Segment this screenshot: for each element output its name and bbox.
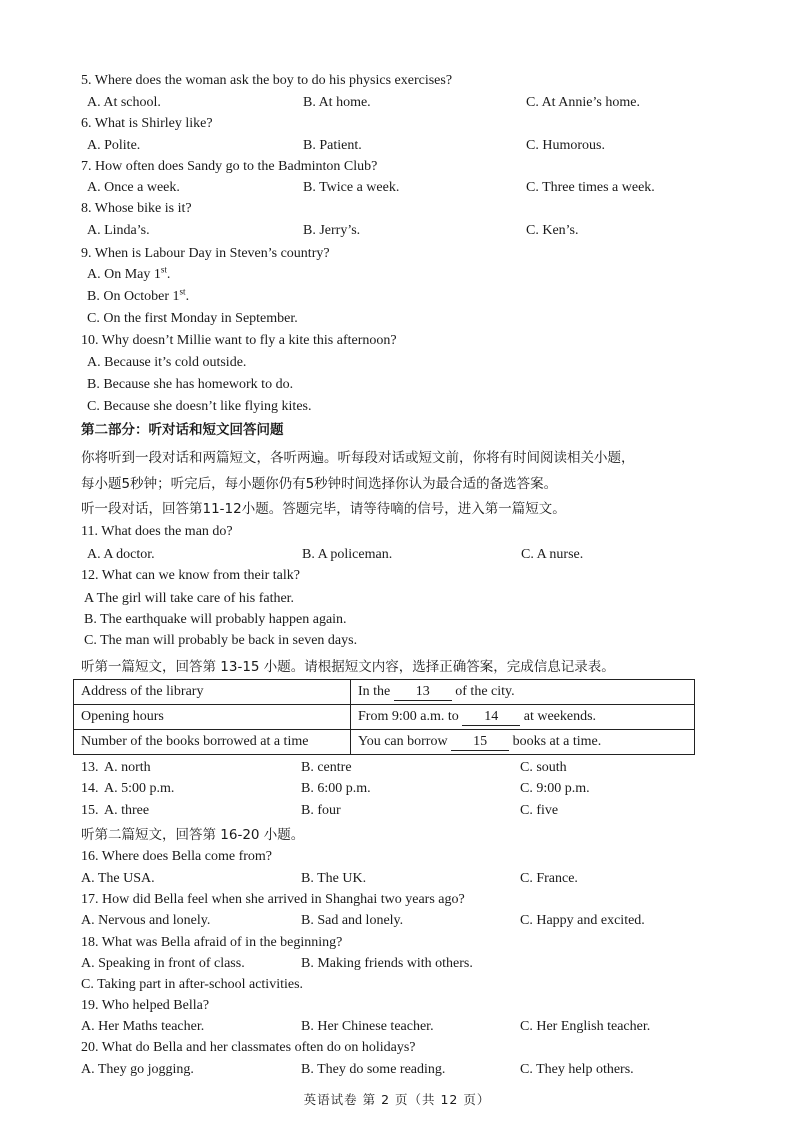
question-10-stem: 10. Why doesn’t Millie want to fly a kite this afternoon? [81,333,397,348]
q16-option-c: C. France. [520,871,578,886]
table-row [74,730,695,755]
question-20-stem: 20. What do Bella and her classmates often do on holidays? [81,1040,416,1055]
table-row [74,705,695,730]
q10-option-b: B. Because she has homework to do. [87,377,294,392]
q15-number: 15. [81,803,99,818]
q20-option-a: A. They go jogging. [81,1062,194,1077]
q14-option-a: A. 5:00 p.m. [104,781,175,796]
q9-option-c: C. On the first Monday in September. [87,311,298,326]
question-18-stem: 18. What was Bella afraid of in the beginning? [81,935,343,950]
question-8-stem: 8. Whose bike is it? [81,201,192,216]
q12-option-a: A The girl will take care of his father. [84,591,295,606]
q9-option-b: B. On October 1st. [87,286,190,304]
table-label-cell: Opening hours [74,705,351,730]
q5-option-a: A. At school. [87,95,161,110]
q5-option-c: C. At Annie’s home. [526,95,640,110]
page-footer: 英语试卷 第 2 页（共 12 页） [303,1092,491,1107]
section-2-intro-line2: 每小题5秒钟；听完后，每小题你仍有5秒钟时间选择你认为最合适的备选答案。 [81,476,558,492]
q8-option-b: B. Jerry’s. [303,223,361,238]
library-info-table [73,679,695,755]
question-6-stem: 6. What is Shirley like? [81,116,213,131]
q15-option-c: C. five [520,803,559,818]
q17-option-b: B. Sad and lonely. [301,913,404,928]
q8-option-c: C. Ken’s. [526,223,579,238]
question-11-stem: 11. What does the man do? [81,524,233,539]
table-label-cell: Number of the books borrowed at a time [74,730,351,755]
q14-option-c: C. 9:00 p.m. [520,781,590,796]
q7-option-b: B. Twice a week. [303,180,400,195]
q12-option-b: B. The earthquake will probably happen again. [84,612,347,627]
q7-option-a: A. Once a week. [87,180,180,195]
table-row [74,680,695,705]
answer-blank-13: 13 [394,684,452,701]
q17-option-c: C. Happy and excited. [520,913,645,928]
q10-option-a: A. Because it’s cold outside. [87,355,247,370]
table-value-cell: In the 13 of the city. [351,680,695,705]
question-19-stem: 19. Who helped Bella? [81,998,210,1013]
dialogue-instruction: 听一段对话，回答第11-12小题。答题完毕，请等待嘀的信号，进入第一篇短文。 [81,501,566,517]
q18-option-a: A. Speaking in front of class. [81,956,245,971]
q6-option-c: C. Humorous. [526,138,605,153]
q19-option-c: C. Her English teacher. [520,1019,651,1034]
q6-option-b: B. Patient. [303,138,362,153]
q6-option-a: A. Polite. [87,138,141,153]
q5-option-b: B. At home. [303,95,371,110]
question-5-stem: 5. Where does the woman ask the boy to do his physics exercises? [81,73,453,88]
q14-number: 14. [81,781,99,796]
q13-option-a: A. north [104,760,151,775]
answer-blank-15: 15 [451,734,509,751]
q13-option-c: C. south [520,760,567,775]
passage-1-instruction: 听第一篇短文，回答第 13-15 小题。请根据短文内容，选择正确答案，完成信息记录表。 [81,659,615,675]
table-value-cell: You can borrow 15 books at a time. [351,730,695,755]
q13-option-b: B. centre [301,760,352,775]
q11-option-b: B. A policeman. [302,547,393,562]
q20-option-b: B. They do some reading. [301,1062,446,1077]
q16-option-b: B. The UK. [301,871,367,886]
q11-option-c: C. A nurse. [521,547,584,562]
q13-number: 13. [81,760,99,775]
q8-option-a: A. Linda’s. [87,223,150,238]
q12-option-c: C. The man will probably be back in seven days. [84,633,358,648]
section-2-intro-line1: 你将听到一段对话和两篇短文，各听两遍。听每段对话或短文前，你将有时间阅读相关小题， [81,450,635,466]
section-2-heading: 第二部分：听对话和短文回答问题 [81,422,284,438]
answer-blank-14: 14 [462,709,520,726]
q7-option-c: C. Three times a week. [526,180,655,195]
question-16-stem: 16. Where does Bella come from? [81,849,273,864]
table-label-cell: Address of the library [74,680,351,705]
q11-option-a: A. A doctor. [87,547,155,562]
question-7-stem: 7. How often does Sandy go to the Badminton Club? [81,159,378,174]
q10-option-c: C. Because she doesn’t like flying kites. [87,399,312,414]
q19-option-a: A. Her Maths teacher. [81,1019,205,1034]
q15-option-a: A. three [104,803,150,818]
passage-2-instruction: 听第二篇短文，回答第 16-20 小题。 [81,827,305,843]
q19-option-b: B. Her Chinese teacher. [301,1019,434,1034]
q14-option-b: B. 6:00 p.m. [301,781,371,796]
q9-option-a: A. On May 1st. [87,264,171,282]
q15-option-b: B. four [301,803,341,818]
q18-option-c: C. Taking part in after-school activities. [81,977,304,992]
question-9-stem: 9. When is Labour Day in Steven’s country? [81,246,330,261]
q17-option-a: A. Nervous and lonely. [81,913,211,928]
q18-option-b: B. Making friends with others. [301,956,473,971]
table-value-cell: From 9:00 a.m. to 14 at weekends. [351,705,695,730]
question-17-stem: 17. How did Bella feel when she arrived in Shanghai two years ago? [81,892,465,907]
question-12-stem: 12. What can we know from their talk? [81,568,301,583]
q20-option-c: C. They help others. [520,1062,634,1077]
q16-option-a: A. The USA. [81,871,155,886]
